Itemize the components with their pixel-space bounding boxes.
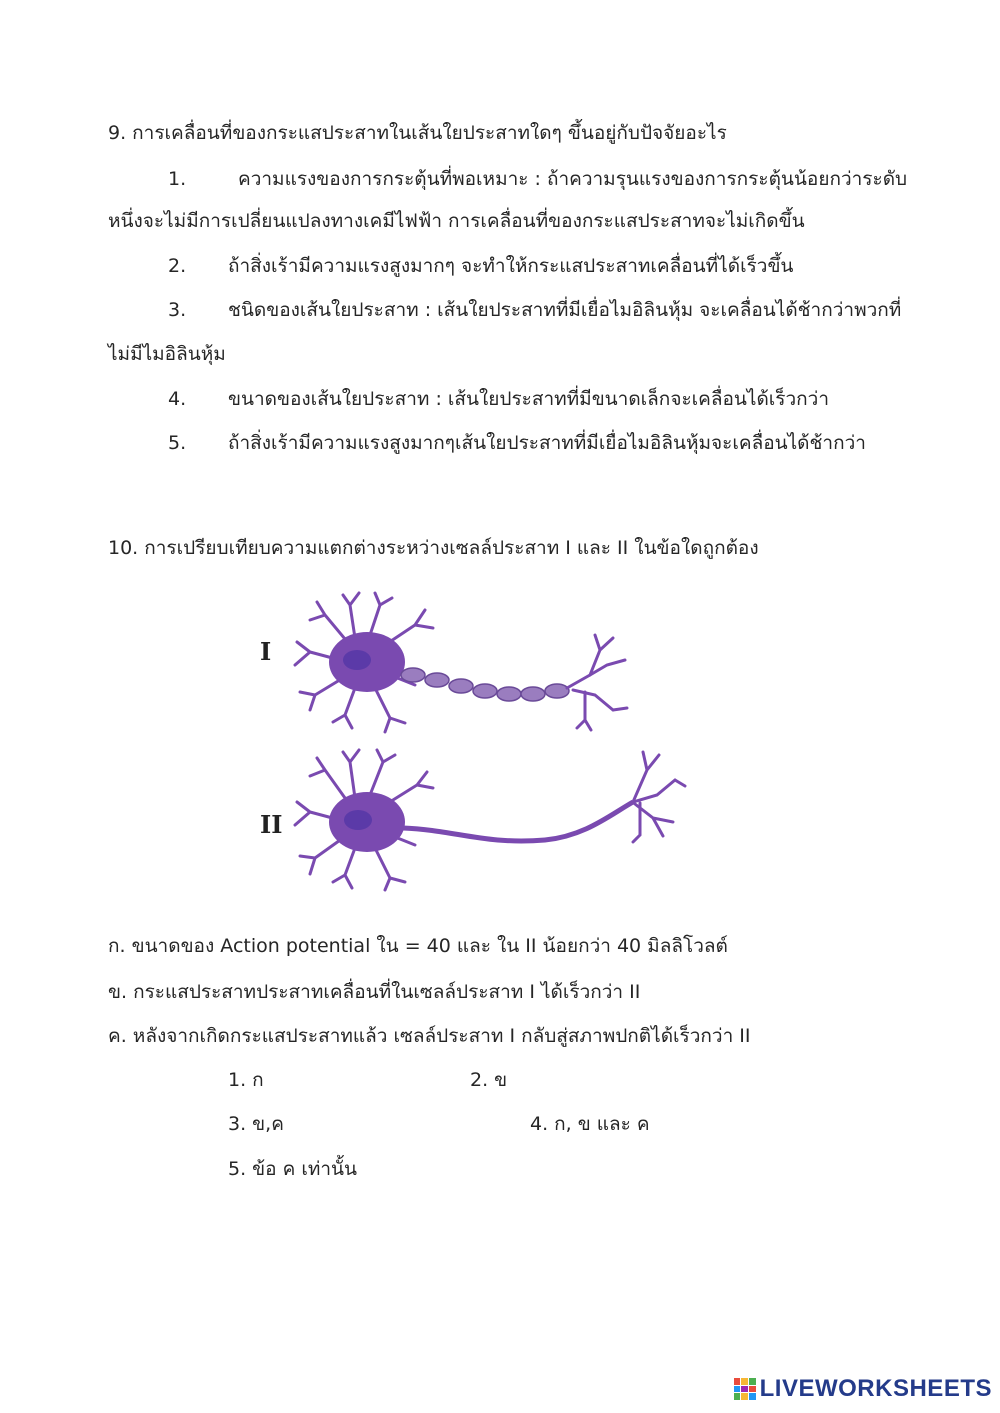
neuron-diagram: [255, 590, 705, 895]
q9-option-5-text: ถ้าสิ่งเร้ามีความแรงสูงมากๆเส้นใยประสาทที่มีเยื่อไมอิลินหุ้มจะเคลื่อนได้ช้ากว่า: [228, 432, 866, 454]
q9-option-1-text: ความแรงของการกระตุ้นที่พอเหมาะ : ถ้าความรุนแรงของการกระตุ้นน้อยกว่าระดับ: [238, 168, 908, 190]
q10-choice-2[interactable]: 2. ข: [470, 1069, 508, 1091]
neuron-i-label: I: [260, 637, 272, 666]
liveworksheets-logo-icon: [734, 1378, 756, 1400]
q9-option-2-number: 2.: [168, 255, 187, 277]
q9-option-5-number: 5.: [168, 432, 187, 454]
q9-option-2-text: ถ้าสิ่งเร้ามีความแรงสูงมากๆ จะทำให้กระแสประสาทเคลื่อนที่ได้เร็วขึ้น: [228, 255, 794, 277]
q9-question: 9. การเคลื่อนที่ของกระแสประสาทในเส้นใยประสาทใดๆ ขึ้นอยู่กับปัจจัยอะไร: [108, 122, 727, 144]
q9-option-4-text: ขนาดของเส้นใยประสาท : เส้นใยประสาทที่มีขนาดเล็กจะเคลื่อนได้เร็วกว่า: [228, 388, 830, 410]
q10-statement-ko-kai: ก. ขนาดของ Action potential ใน = 40 และ ใน II น้อยกว่า 40 มิลลิโวลต์: [108, 935, 728, 957]
neuron-ii-figure: [260, 750, 685, 890]
neuron-i-figure: [260, 593, 627, 732]
q10-choice-1[interactable]: 1. ก: [228, 1069, 264, 1091]
q9-option-1-text-cont: หนึ่งจะไม่มีการเปลี่ยนแปลงทางเคมีไฟฟ้า การเคลื่อนที่ของกระแสประสาทจะไม่เกิดขึ้น: [108, 210, 805, 232]
q9-option-4-number: 4.: [168, 388, 187, 410]
q9-option-1-number: 1.: [168, 168, 187, 190]
q10-choice-3[interactable]: 3. ข,ค: [228, 1113, 284, 1135]
q9-option-3-number: 3.: [168, 299, 187, 321]
q10-choice-4[interactable]: 4. ก, ข และ ค: [530, 1113, 650, 1135]
q10-statement-kho-khwai: ค. หลังจากเกิดกระแสประสาทแล้ว เซลล์ประสาท I กลับสู่สภาพปกติได้เร็วกว่า II: [108, 1025, 751, 1047]
q9-option-3-text-cont: ไม่มีไมอิลินหุ้ม: [108, 343, 226, 365]
liveworksheets-wordmark: LIVEWORKSHEETS: [759, 1375, 992, 1402]
q10-question: 10. การเปรียบเทียบความแตกต่างระหว่างเซลล์ประสาท I และ II ในข้อใดถูกต้อง: [108, 537, 759, 559]
q9-option-3-text: ชนิดของเส้นใยประสาท : เส้นใยประสาทที่มีเยื่อไมอิลินหุ้ม จะเคลื่อนได้ช้ากว่าพวกที่: [228, 299, 902, 321]
liveworksheets-brand: [734, 1375, 992, 1403]
q10-choice-5[interactable]: 5. ข้อ ค เท่านั้น: [228, 1158, 358, 1180]
neuron-ii-label: II: [260, 810, 283, 839]
q10-statement-kho-khai: ข. กระแสประสาทประสาทเคลื่อนที่ในเซลล์ประสาท I ได้เร็วกว่า II: [108, 981, 641, 1003]
